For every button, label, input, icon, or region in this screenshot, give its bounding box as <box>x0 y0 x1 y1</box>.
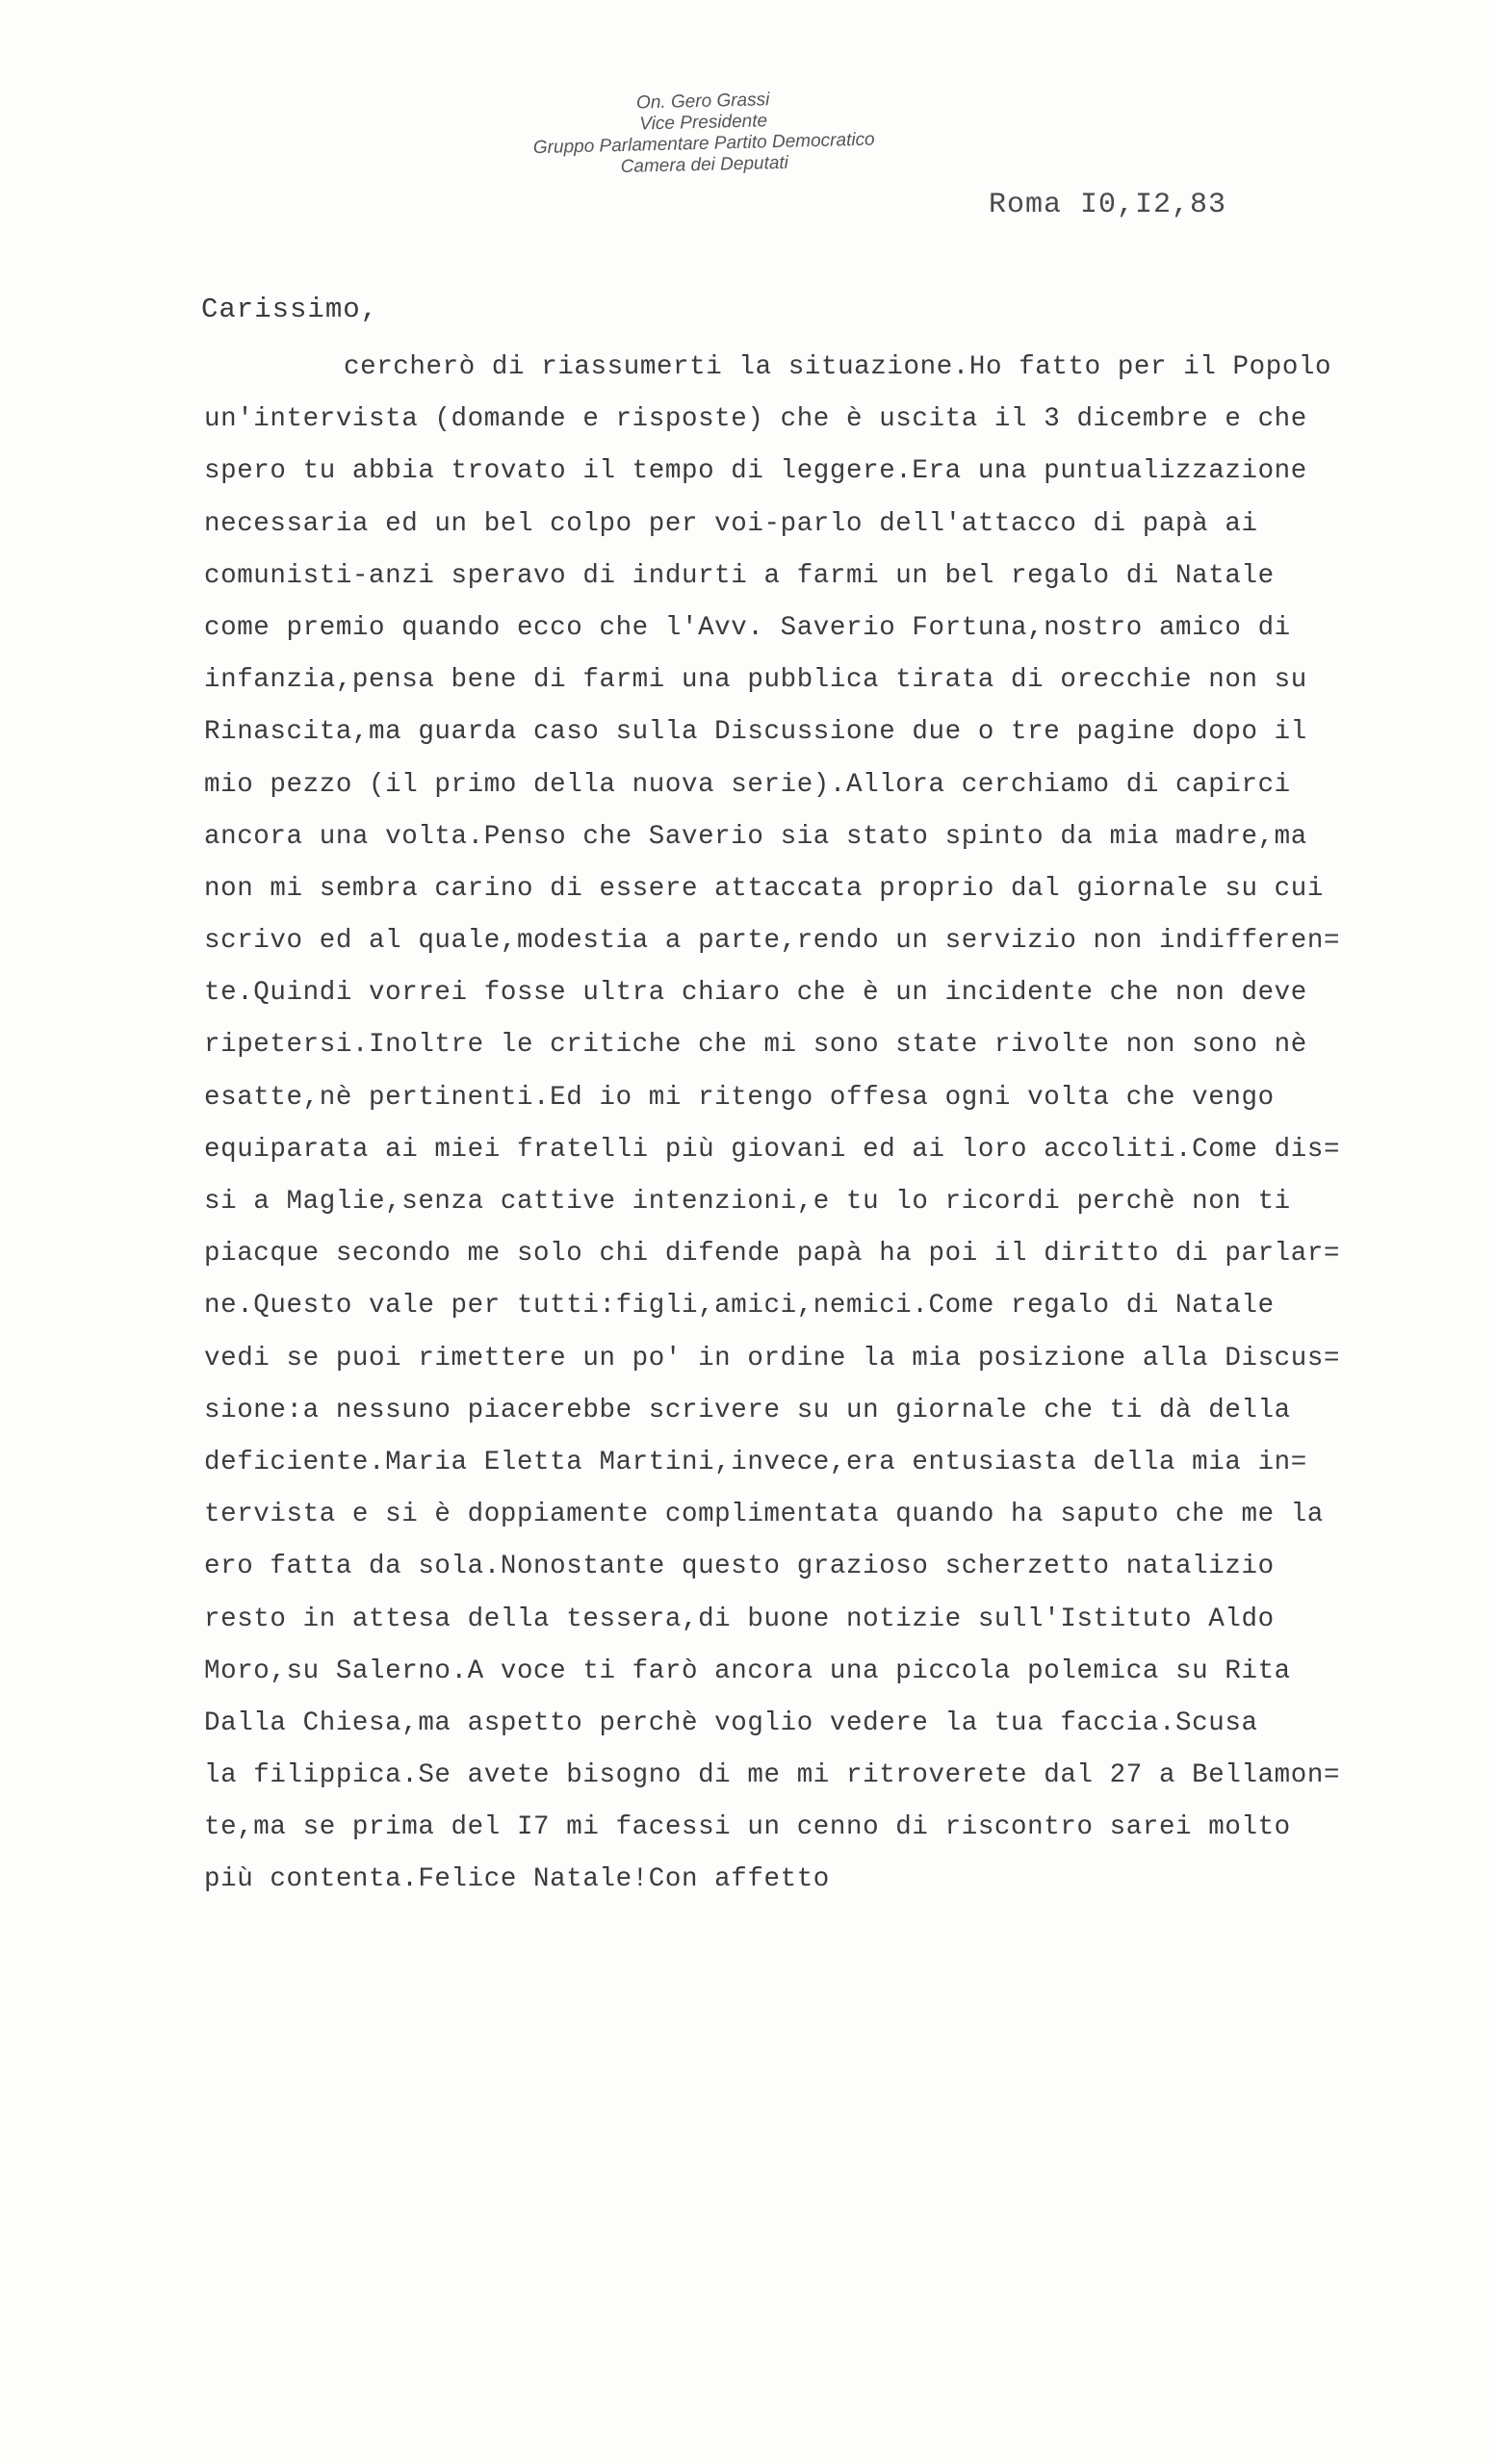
letterhead-chamber: Camera dei Deputati <box>620 152 789 177</box>
body-line: comunisti-anzi speravo di indurti a farmi un bel regalo di Natale <box>204 560 1275 591</box>
body-line: equiparata ai miei fratelli più giovani ed ai loro accoliti.Come dis= <box>204 1134 1341 1165</box>
body-line: scrivo ed al quale,modestia a parte,rendo un servizio non indifferen= <box>204 926 1341 957</box>
letter-date: Roma I0,I2,83 <box>989 189 1227 221</box>
body-line: ero fatta da sola.Nonostante questo grazioso scherzetto natalizio <box>204 1552 1275 1582</box>
body-line: tervista e si è doppiamente complimentata quando ha saputo che me la <box>204 1500 1324 1530</box>
body-line: cercherò di riassumerti la situazione.Ho fatto per il Popolo <box>344 352 1332 382</box>
body-line: come premio quando ecco che l'Avv. Saverio Fortuna,nostro amico di <box>204 612 1291 643</box>
body-line: si a Maglie,senza cattive intenzioni,e tu lo ricordi perchè non ti <box>204 1187 1291 1217</box>
body-line: ancora una volta.Penso che Saverio sia stato spinto da mia madre,ma <box>204 821 1307 852</box>
body-line: ripetersi.Inoltre le critiche che mi sono state rivolte non sono nè <box>204 1030 1307 1061</box>
body-line: te,ma se prima del I7 mi facessi un cenno di riscontro sarei molto <box>204 1812 1291 1843</box>
body-line: te.Quindi vorrei fosse ultra chiaro che è un incidente che non deve <box>204 978 1307 1009</box>
body-line: Dalla Chiesa,ma aspetto perchè voglio vedere la tua faccia.Scusa <box>204 1707 1258 1738</box>
body-line: spero tu abbia trovato il tempo di leggere.Era una puntualizzazione <box>204 456 1307 487</box>
letterhead-role: Vice Presidente <box>639 111 768 135</box>
body-line: mio pezzo (il primo della nuova serie).Allora cerchiamo di capirci <box>204 769 1291 800</box>
letter-salutation: Carissimo, <box>201 294 379 325</box>
body-line: un'intervista (domande e risposte) che è uscita il 3 dicembre e che <box>204 404 1307 435</box>
body-line: infanzia,pensa bene di farmi una pubblica tirata di orecchie non su <box>204 665 1307 696</box>
body-line: non mi sembra carino di essere attaccata proprio dal giornale su cui <box>204 873 1324 904</box>
body-line: la filippica.Se avete bisogno di me mi ritroverete dal 27 a Bellamon= <box>204 1760 1341 1791</box>
body-line: Rinascita,ma guarda caso sulla Discussione due o tre pagine dopo il <box>204 717 1307 748</box>
body-line: Moro,su Salerno.A voce ti farò ancora una piccola polemica su Rita <box>204 1656 1291 1686</box>
letterhead-name: On. Gero Grassi <box>635 90 770 114</box>
body-line: più contenta.Felice Natale!Con affetto <box>204 1864 830 1895</box>
body-line: ne.Questo vale per tutti:figli,amici,nemici.Come regalo di Natale <box>204 1291 1275 1322</box>
letter-body <box>204 342 1436 1907</box>
letterhead-stamp <box>501 87 907 181</box>
body-line: piacque secondo me solo chi difende papà ha poi il diritto di parlar= <box>204 1239 1341 1270</box>
body-line: esatte,nè pertinenti.Ed io mi ritengo offesa ogni volta che vengo <box>204 1082 1275 1113</box>
body-line: resto in attesa della tessera,di buone notizie sull'Istituto Aldo <box>204 1604 1275 1634</box>
body-line: sione:a nessuno piacerebbe scrivere su un giornale che ti dà della <box>204 1395 1291 1425</box>
body-line: vedi se puoi rimettere un po' in ordine la mia posizione alla Discus= <box>204 1343 1341 1373</box>
body-line: necessaria ed un bel colpo per voi-parlo dell'attacco di papà ai <box>204 508 1258 539</box>
body-line: deficiente.Maria Eletta Martini,invece,era entusiasta della mia in= <box>204 1447 1307 1477</box>
letterhead-group: Gruppo Parlamentare Partito Democratico <box>532 129 875 159</box>
